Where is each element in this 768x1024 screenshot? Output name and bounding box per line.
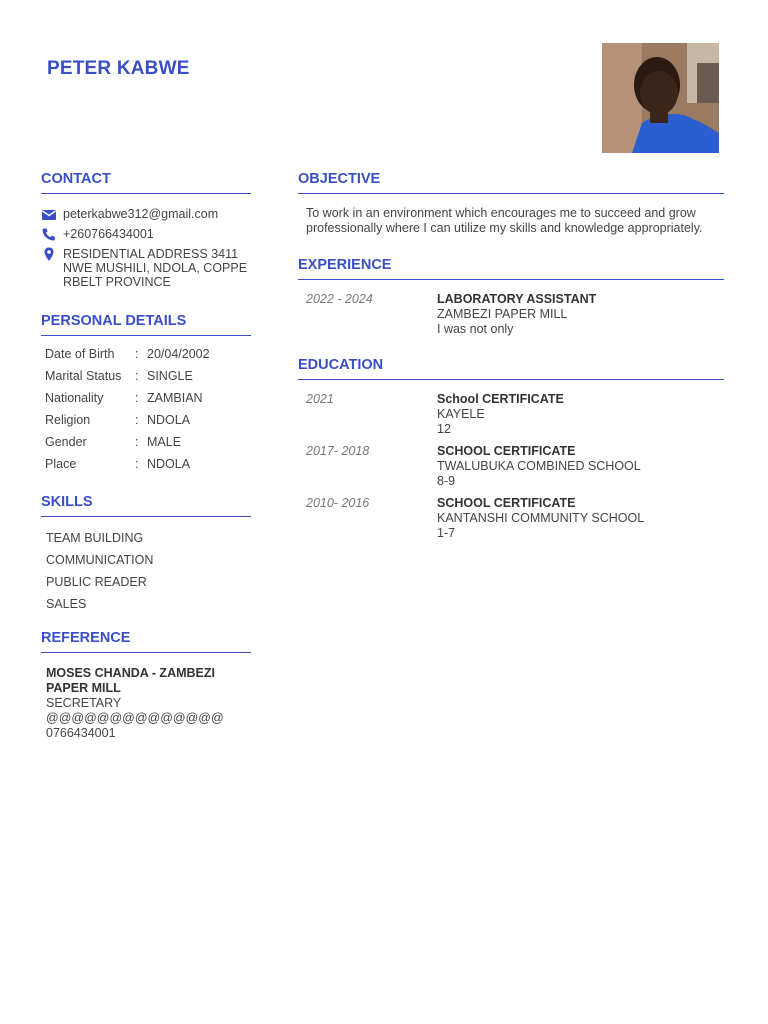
detail-label: Marital Status bbox=[45, 369, 122, 383]
entry-date-text: 2021 bbox=[306, 392, 334, 406]
contact-heading: CONTACT bbox=[41, 170, 251, 194]
entry-body bbox=[437, 392, 724, 437]
entry-note: 8-9 bbox=[437, 474, 456, 488]
detail-value: NDOLA bbox=[147, 457, 191, 471]
detail-value: NDOLA bbox=[147, 413, 191, 427]
reference-role: SECRETARY bbox=[46, 696, 122, 710]
detail-label: Nationality bbox=[45, 391, 104, 405]
reference-name: MOSES CHANDA - ZAMBEZI PAPER MILL bbox=[46, 666, 215, 695]
phone-icon bbox=[41, 227, 57, 242]
entry-title: SCHOOL CERTIFICATE bbox=[437, 496, 576, 510]
entry-date bbox=[298, 444, 437, 489]
skill-item: PUBLIC READER bbox=[46, 575, 147, 589]
skill-item: SALES bbox=[46, 597, 87, 611]
contact-email-row bbox=[41, 207, 251, 222]
skill-item: TEAM BUILDING bbox=[46, 531, 144, 545]
detail-colon: : bbox=[135, 457, 139, 471]
detail-colon: : bbox=[135, 391, 139, 405]
reference-email: @@@@@@@@@@@@@@ bbox=[46, 711, 224, 725]
detail-row bbox=[41, 453, 251, 475]
detail-row bbox=[41, 431, 251, 453]
entry-date bbox=[298, 496, 437, 541]
entry-date-text: 2010- 2016 bbox=[306, 496, 370, 510]
entry-title: LABORATORY ASSISTANT bbox=[437, 292, 597, 306]
profile-photo bbox=[602, 43, 719, 153]
skills-heading: SKILLS bbox=[41, 493, 251, 517]
entry-date bbox=[298, 392, 437, 437]
detail-label: Date of Birth bbox=[45, 347, 115, 361]
candidate-name: PETER KABWE bbox=[47, 58, 190, 79]
experience-entry bbox=[298, 292, 724, 337]
left-column bbox=[41, 170, 251, 741]
detail-value: 20/04/2002 bbox=[147, 347, 210, 361]
envelope-icon bbox=[41, 207, 57, 222]
entry-org: ZAMBEZI PAPER MILL bbox=[437, 307, 568, 321]
detail-colon: : bbox=[135, 347, 139, 361]
entry-body bbox=[437, 496, 724, 541]
entry-org: TWALUBUKA COMBINED SCHOOL bbox=[437, 459, 641, 473]
contact-address: RESIDENTIAL ADDRESS 3411 NWE MUSHILI, NDOLA, COPPE RBELT PROVINCE bbox=[63, 247, 248, 289]
detail-row bbox=[41, 343, 251, 365]
detail-row bbox=[41, 365, 251, 387]
entry-title: SCHOOL CERTIFICATE bbox=[437, 444, 576, 458]
education-entry bbox=[298, 496, 724, 541]
personal-details-heading: PERSONAL DETAILS bbox=[41, 312, 251, 336]
entry-date bbox=[298, 292, 437, 337]
entry-note: 12 bbox=[437, 422, 451, 436]
detail-label: Religion bbox=[45, 413, 91, 427]
skills-list bbox=[41, 527, 251, 615]
entry-org: KAYELE bbox=[437, 407, 485, 421]
reference-phone: 0766434001 bbox=[46, 726, 116, 740]
entry-org: KANTANSHI COMMUNITY SCHOOL bbox=[437, 511, 645, 525]
entry-note: I was not only bbox=[437, 322, 514, 336]
experience-list bbox=[298, 292, 724, 337]
entry-body bbox=[437, 292, 724, 337]
personal-details-list bbox=[41, 343, 251, 475]
contact-list bbox=[41, 207, 251, 289]
entry-date-text: 2017- 2018 bbox=[306, 444, 370, 458]
contact-address-row bbox=[41, 247, 251, 289]
reference-block bbox=[41, 666, 251, 741]
reference-heading: REFERENCE bbox=[41, 629, 251, 653]
education-list bbox=[298, 392, 724, 541]
experience-heading: EXPERIENCE bbox=[298, 256, 724, 280]
right-column bbox=[298, 170, 724, 548]
entry-date-text: 2022 - 2024 bbox=[306, 292, 373, 306]
contact-email[interactable]: peterkabwe312@gmail.com bbox=[63, 207, 219, 221]
education-entry bbox=[298, 444, 724, 489]
education-entry bbox=[298, 392, 724, 437]
education-heading: EDUCATION bbox=[298, 356, 724, 380]
detail-colon: : bbox=[135, 413, 139, 427]
detail-value: MALE bbox=[147, 435, 182, 449]
detail-row bbox=[41, 387, 251, 409]
objective-text: To work in an environment which encourages me to succeed and grow professionally where I can utilize my skills and knowledge appropriately. bbox=[306, 206, 703, 235]
entry-title: School CERTIFICATE bbox=[437, 392, 564, 406]
skill-item: COMMUNICATION bbox=[46, 553, 154, 567]
objective-heading: OBJECTIVE bbox=[298, 170, 724, 194]
detail-label: Place bbox=[45, 457, 77, 471]
entry-note: 1-7 bbox=[437, 526, 456, 540]
detail-value: ZAMBIAN bbox=[147, 391, 203, 405]
contact-phone-row bbox=[41, 227, 251, 242]
detail-colon: : bbox=[135, 369, 139, 383]
detail-row bbox=[41, 409, 251, 431]
detail-colon: : bbox=[135, 435, 139, 449]
location-pin-icon bbox=[41, 247, 57, 262]
detail-value: SINGLE bbox=[147, 369, 193, 383]
entry-body bbox=[437, 444, 724, 489]
contact-phone[interactable]: +260766434001 bbox=[63, 227, 154, 241]
detail-label: Gender bbox=[45, 435, 87, 449]
